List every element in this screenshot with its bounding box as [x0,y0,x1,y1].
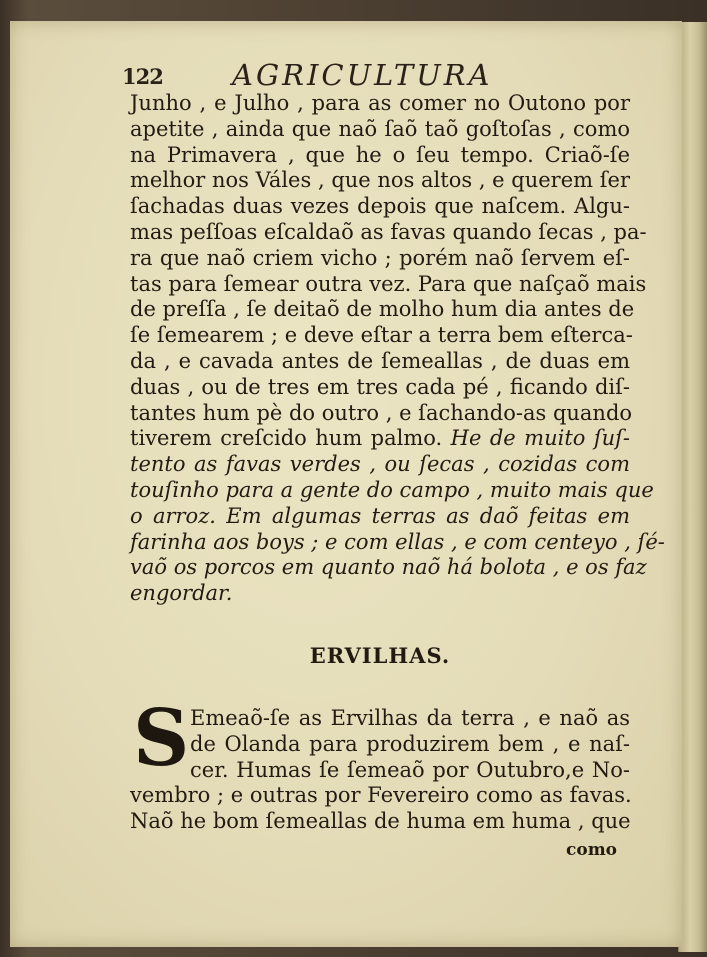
text-line: da , e cavada antes de ſemeallas , de duas em [130,348,630,373]
italic-line: vaõ os porcos em quanto naõ há bolota , e os faz [130,555,647,580]
text-line: na Primavera , que he o ſeu tempo. Criaõ-ſe [130,142,630,167]
text-line: duas , ou de tres em tres cada pé , ficando diſ- [130,374,630,399]
italic-line: tento as favas verdes , ou ſecas , cozidas com [130,452,630,477]
page-number: 122 [122,64,163,89]
text-segment: tiverem creſcido hum palmo. [130,426,443,451]
text-line: tantes hum pè do outro , e ſachando-as quando [130,400,633,425]
catchword: como [566,840,618,860]
text-line: mas peſſoas eſcaldaõ as favas quando ſecas , pa- [130,219,647,244]
page-header [122,58,642,92]
text-line: tas para ſemear outra vez. Para que naſçaõ mais [130,271,647,296]
italic-line: o arroz. Em algumas terras as daõ feitas em [130,503,630,528]
text-line: de preſſa , ſe deitaõ de molho hum dia antes de [130,297,635,322]
section-paragraph-indented [190,706,630,783]
running-head: AGRICULTURA [232,58,493,92]
text-line: Junho , e Julho , para as comer no Outono por [130,91,630,115]
text-line: melhor nos Váles , que nos altos , e querem ſer [130,168,630,193]
body-paragraph [130,91,665,607]
text-line: Emeaõ-ſe as Ervilhas da terra , e naõ as [190,706,630,730]
section-title: ERVILHAS. [309,643,451,668]
text-line: ſe ſemearem ; e deve eſtar a terra bem eſterca- [130,323,633,348]
text-line: Naõ he bom ſemeallas de huma em huma , que [130,808,631,833]
text-line: ra que naõ criem vicho ; porém naõ ſervem eſ- [130,245,630,270]
text-line: ſachadas duas vezes depois que naſcem. Algu- [130,194,630,219]
drop-cap: S [133,693,190,784]
italic-line: engordar. [130,581,233,606]
text-line: vembro ; e outras por Fevereiro como as favas. [130,783,632,807]
text-line: cer. Humas ſe ſemeaõ por Outubro,e No- [190,757,630,782]
text-line: apetite , ainda que naõ ſaõ taõ goſtoſas , como [130,116,630,141]
italic-segment: He de muito ſuſ- [450,426,631,451]
section-paragraph [130,783,630,835]
italic-line: touſinho para a gente do campo , muito mais que [130,477,654,502]
facing-page-edge [678,22,707,952]
italic-line: farinha aos boys ; e com ellas , e com centeyo , ſé- [130,529,665,554]
text-line-mixed [130,426,630,452]
text-line: de Olanda para produzirem bem , e naſ- [190,731,630,756]
